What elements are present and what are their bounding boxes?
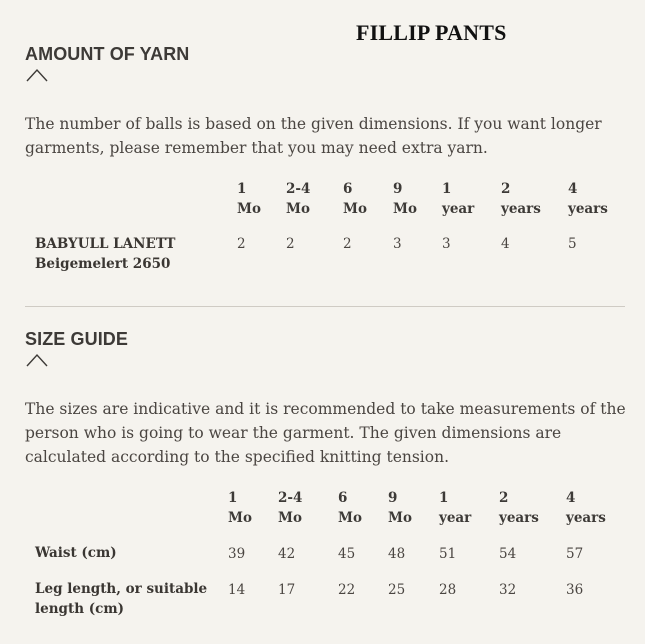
col-size-num: 1 bbox=[237, 181, 247, 197]
yarn-cell: 3 bbox=[393, 236, 402, 252]
col-size-num: 9 bbox=[388, 490, 398, 506]
col-size-num: 4 bbox=[566, 490, 576, 506]
yarn-section-heading: AMOUNT OF YARN bbox=[25, 44, 190, 64]
col-size-unit: years bbox=[568, 201, 608, 217]
col-size-unit: Mo bbox=[343, 201, 367, 217]
yarn-col-header bbox=[343, 179, 367, 219]
yarn-name: BABYULL LANETT bbox=[35, 236, 176, 252]
col-size-unit: years bbox=[499, 510, 539, 526]
yarn-col-header bbox=[286, 179, 310, 219]
size-col-header bbox=[499, 488, 539, 528]
section-divider bbox=[25, 306, 625, 307]
yarn-cell: 2 bbox=[286, 236, 295, 252]
size-col-header bbox=[228, 488, 252, 528]
size-cell: 32 bbox=[499, 582, 517, 598]
col-size-num: 2-4 bbox=[278, 490, 303, 506]
yarn-description: The number of balls is based on the given dimensions. If you want longer garments, please remember that you may need extra yarn. bbox=[25, 115, 602, 157]
size-col-header bbox=[278, 488, 302, 528]
col-size-unit: Mo bbox=[286, 201, 310, 217]
size-row-label bbox=[35, 579, 207, 619]
size-cell: 54 bbox=[499, 546, 517, 562]
size-col-header bbox=[439, 488, 471, 528]
col-size-num: 2-4 bbox=[286, 181, 311, 197]
size-cell: 22 bbox=[338, 582, 356, 598]
size-cell: 42 bbox=[278, 546, 296, 562]
size-row-label bbox=[35, 543, 117, 563]
yarn-col-header bbox=[393, 179, 417, 219]
yarn-col-header bbox=[237, 179, 261, 219]
yarn-color: Beigemelert 2650 bbox=[35, 256, 171, 272]
yarn-row-label bbox=[35, 234, 175, 274]
col-size-num: 6 bbox=[338, 490, 348, 506]
yarn-col-header bbox=[568, 179, 608, 219]
size-cell: 39 bbox=[228, 546, 246, 562]
yarn-cell: 4 bbox=[501, 236, 510, 252]
size-cell: 14 bbox=[228, 582, 246, 598]
col-size-unit: year bbox=[439, 510, 472, 526]
size-cell: 17 bbox=[278, 582, 296, 598]
col-size-num: 1 bbox=[439, 490, 449, 506]
measure-name: Waist (cm) bbox=[35, 545, 117, 561]
col-size-unit: Mo bbox=[228, 510, 252, 526]
size-section-heading: SIZE GUIDE bbox=[25, 329, 129, 349]
product-title: FILLIP PANTS bbox=[356, 20, 507, 45]
size-col-header bbox=[388, 488, 412, 528]
size-cell: 57 bbox=[566, 546, 584, 562]
size-cell: 28 bbox=[439, 582, 457, 598]
col-size-num: 9 bbox=[393, 181, 403, 197]
yarn-cell: 5 bbox=[568, 236, 577, 252]
col-size-unit: Mo bbox=[237, 201, 261, 217]
col-size-unit: year bbox=[442, 201, 475, 217]
col-size-num: 6 bbox=[343, 181, 353, 197]
yarn-cell: 2 bbox=[343, 236, 352, 252]
yarn-cell: 2 bbox=[237, 236, 246, 252]
col-size-unit: Mo bbox=[338, 510, 362, 526]
size-col-header bbox=[566, 488, 606, 528]
yarn-cell: 3 bbox=[442, 236, 451, 252]
col-size-num: 4 bbox=[568, 181, 578, 197]
col-size-num: 2 bbox=[501, 181, 511, 197]
size-cell: 36 bbox=[566, 582, 584, 598]
size-description: The sizes are indicative and it is recommended to take measurements of the person who is going to wear the garment. The given dimensions are calculated according to the specified knitting tension. bbox=[25, 400, 626, 466]
size-cell: 25 bbox=[388, 582, 406, 598]
col-size-unit: years bbox=[566, 510, 606, 526]
col-size-unit: Mo bbox=[278, 510, 302, 526]
yarn-collapse-chevron-icon[interactable] bbox=[26, 68, 48, 82]
col-size-num: 1 bbox=[442, 181, 452, 197]
size-collapse-chevron-icon[interactable] bbox=[26, 353, 48, 367]
col-size-unit: years bbox=[501, 201, 541, 217]
col-size-unit: Mo bbox=[388, 510, 412, 526]
measure-name: Leg length, or suitable bbox=[35, 581, 208, 597]
measure-name-cont: length (cm) bbox=[35, 601, 125, 617]
col-size-num: 1 bbox=[228, 490, 238, 506]
yarn-col-header bbox=[501, 179, 541, 219]
size-cell: 45 bbox=[338, 546, 356, 562]
col-size-num: 2 bbox=[499, 490, 509, 506]
size-cell: 48 bbox=[388, 546, 406, 562]
yarn-col-header bbox=[442, 179, 474, 219]
size-cell: 51 bbox=[439, 546, 457, 562]
col-size-unit: Mo bbox=[393, 201, 417, 217]
size-col-header bbox=[338, 488, 362, 528]
